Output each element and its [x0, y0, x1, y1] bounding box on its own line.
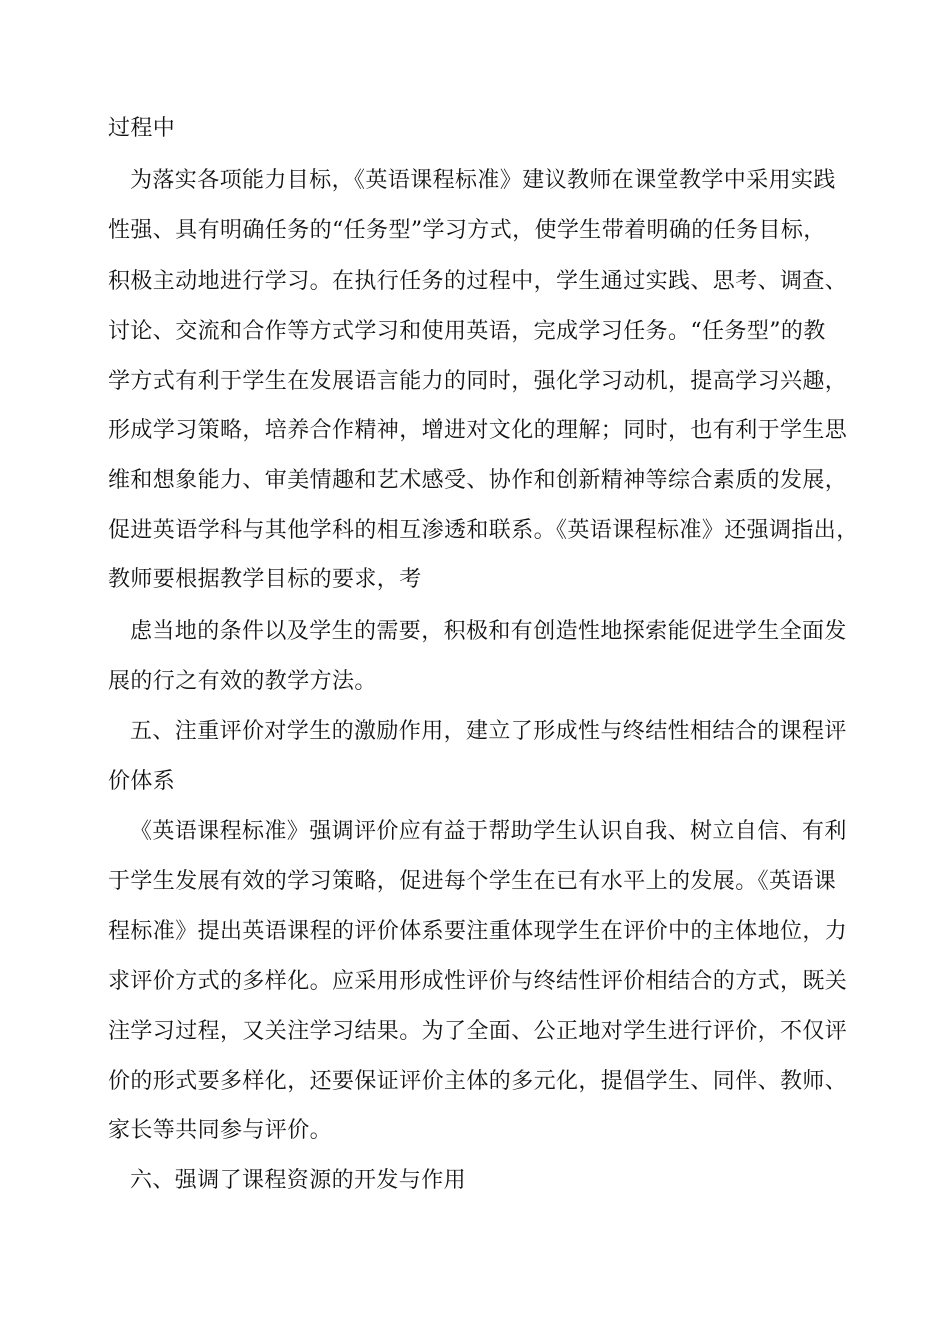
section-heading: 五、注重评价对学生的激励作用，建立了形成性与终结性相结合的课程评 — [130, 719, 847, 744]
text-line: 讨论、交流和合作等方式学习和使用英语，完成学习任务。“任务型”的教 — [108, 319, 826, 344]
text-line: 价的形式要多样化，还要保证评价主体的多元化，提倡学生、同伴、教师、 — [108, 1069, 848, 1094]
text-line: 程标准》提出英语课程的评价体系要注重体现学生在评价中的主体地位，力 — [108, 919, 848, 944]
section-heading: 六、强调了课程资源的开发与作用 — [130, 1168, 467, 1193]
text-line: 家长等共同参与评价。 — [108, 1118, 333, 1143]
section-heading-continued: 价体系 — [108, 769, 176, 794]
text-line: 于学生发展有效的学习策略，促进每个学生在已有水平上的发展。《英语课 — [108, 869, 837, 894]
text-line: 性强、具有明确任务的“任务型”学习方式，使学生带着明确的任务目标， — [108, 218, 826, 243]
text-line: 展的行之有效的教学方法。 — [108, 669, 377, 694]
text-line: 积极主动地进行学习。在执行任务的过程中，学生通过实践、思考、调查、 — [108, 269, 848, 294]
text-line: 《英语课程标准》强调评价应有益于帮助学生认识自我、树立自信、有利 — [130, 819, 847, 844]
text-line: 形成学习策略，培养合作精神，增进对文化的理解；同时，也有利于学生思 — [108, 418, 848, 443]
text-line: 求评价方式的多样化。应采用形成性评价与终结性评价相结合的方式，既关 — [108, 969, 848, 994]
text-line: 注学习过程，又关注学习结果。为了全面、公正地对学生进行评价，不仅评 — [108, 1019, 848, 1044]
text-line: 教师要根据教学目标的要求，考 — [108, 567, 422, 592]
text-line: 促进英语学科与其他学科的相互渗透和联系。《英语课程标准》还强调指出， — [108, 518, 859, 543]
text-line: 为落实各项能力目标，《英语课程标准》建议教师在课堂教学中采用实践 — [130, 168, 836, 193]
text-line: 虑当地的条件以及学生的需要，积极和有创造性地探索能促进学生全面发 — [130, 619, 847, 644]
text-line: 过程中 — [108, 116, 176, 141]
text-line: 学方式有利于学生在发展语言能力的同时，强化学习动机，提高学习兴趣， — [108, 369, 848, 394]
text-line: 维和想象能力、审美情趣和艺术感受、协作和创新精神等综合素质的发展， — [108, 468, 848, 493]
